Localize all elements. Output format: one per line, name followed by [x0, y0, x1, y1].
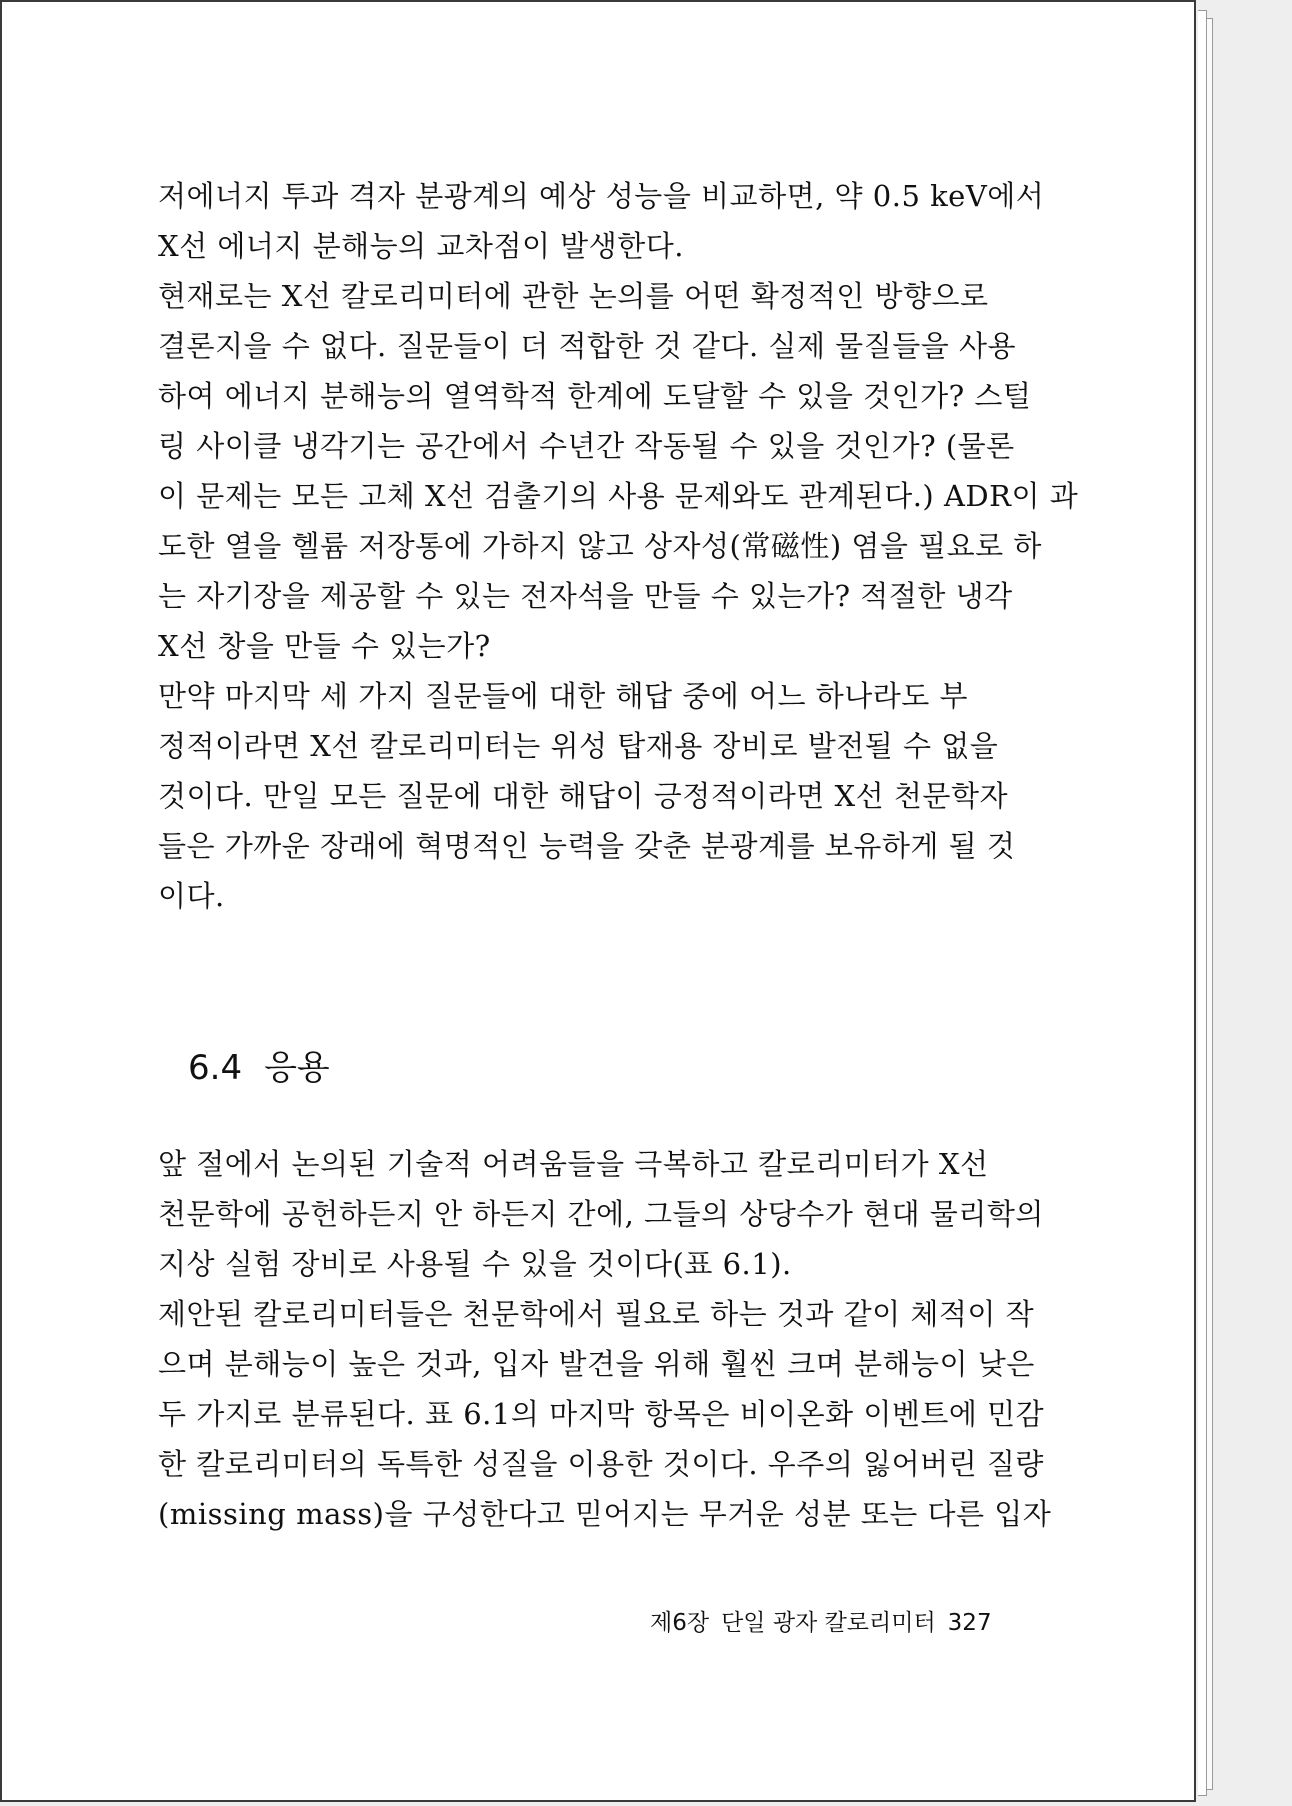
text-line: 들은 가까운 장래에 혁명적인 능력을 갖춘 분광계를 보유하게 될 것 [158, 829, 1016, 863]
text-line: (missing mass)을 구성한다고 믿어지는 무거운 성분 또는 다른 입자 [158, 1497, 1052, 1531]
text-line: 앞 절에서 논의된 기술적 어려움들을 극복하고 칼로리미터가 X선 [158, 1147, 989, 1181]
footer-chapter-title: 단일 광자 칼로리미터 [721, 1610, 936, 1636]
text-line: 제안된 칼로리미터들은 천문학에서 필요로 하는 것과 같이 체적이 작 [158, 1297, 1035, 1331]
text-line: 정적이라면 X선 칼로리미터는 위성 탑재용 장비로 발전될 수 없을 [158, 729, 999, 763]
text-line: 천문학에 공헌하든지 안 하든지 간에, 그들의 상당수가 현대 물리학의 [158, 1197, 1044, 1231]
text-line: 것이다. 만일 모든 질문에 대한 해답이 긍정적이라면 X선 천문학자 [158, 779, 1008, 813]
section-heading [188, 1040, 330, 1089]
text-line: 저에너지 투과 격자 분광계의 예상 성능을 비교하면, 약 0.5 keV에서 [158, 179, 1045, 213]
page-number: 327 [947, 1610, 992, 1636]
text-line: 이 문제는 모든 고체 X선 검출기의 사용 문제와도 관계된다.) ADR이 과 [158, 479, 1079, 513]
section-number: 6.4 [188, 1048, 243, 1088]
text-line: 지상 실험 장비로 사용될 수 있을 것이다(표 6.1). [158, 1247, 792, 1281]
text-line: 도한 열을 헬륨 저장통에 가하지 않고 상자성(常磁性) 염을 필요로 하 [158, 529, 1042, 563]
text-line: 으며 분해능이 높은 것과, 입자 발견을 위해 훨씬 크며 분해능이 낮은 [158, 1347, 1035, 1381]
page-stack-edge [1198, 10, 1207, 1796]
text-line: 두 가지로 분류된다. 표 6.1의 마지막 항목은 비이온화 이벤트에 민감 [158, 1397, 1045, 1431]
text-line: 링 사이클 냉각기는 공간에서 수년간 작동될 수 있을 것인가? (물론 [158, 429, 1015, 463]
text-line: X선 창을 만들 수 있는가? [158, 629, 491, 663]
footer-chapter: 제6장 [650, 1610, 710, 1636]
text-line: 이다. [158, 879, 225, 913]
text-line: 현재로는 X선 칼로리미터에 관한 논의를 어떤 확정적인 방향으로 [158, 279, 989, 313]
text-line: 한 칼로리미터의 독특한 성질을 이용한 것이다. 우주의 잃어버린 질량 [158, 1447, 1044, 1481]
text-line: 는 자기장을 제공할 수 있는 전자석을 만들 수 있는가? 적절한 냉각 [158, 579, 1013, 613]
text-line: 하여 에너지 분해능의 열역학적 한계에 도달할 수 있을 것인가? 스털 [158, 379, 1032, 413]
running-footer [650, 1604, 1004, 1637]
section-title: 응용 [264, 1048, 330, 1088]
text-line: 결론지을 수 없다. 질문들이 더 적합한 것 같다. 실제 물질들을 사용 [158, 329, 1016, 363]
text-line: X선 에너지 분해능의 교차점이 발생한다. [158, 229, 684, 263]
text-line: 만약 마지막 세 가지 질문들에 대한 해답 중에 어느 하나라도 부 [158, 679, 969, 713]
